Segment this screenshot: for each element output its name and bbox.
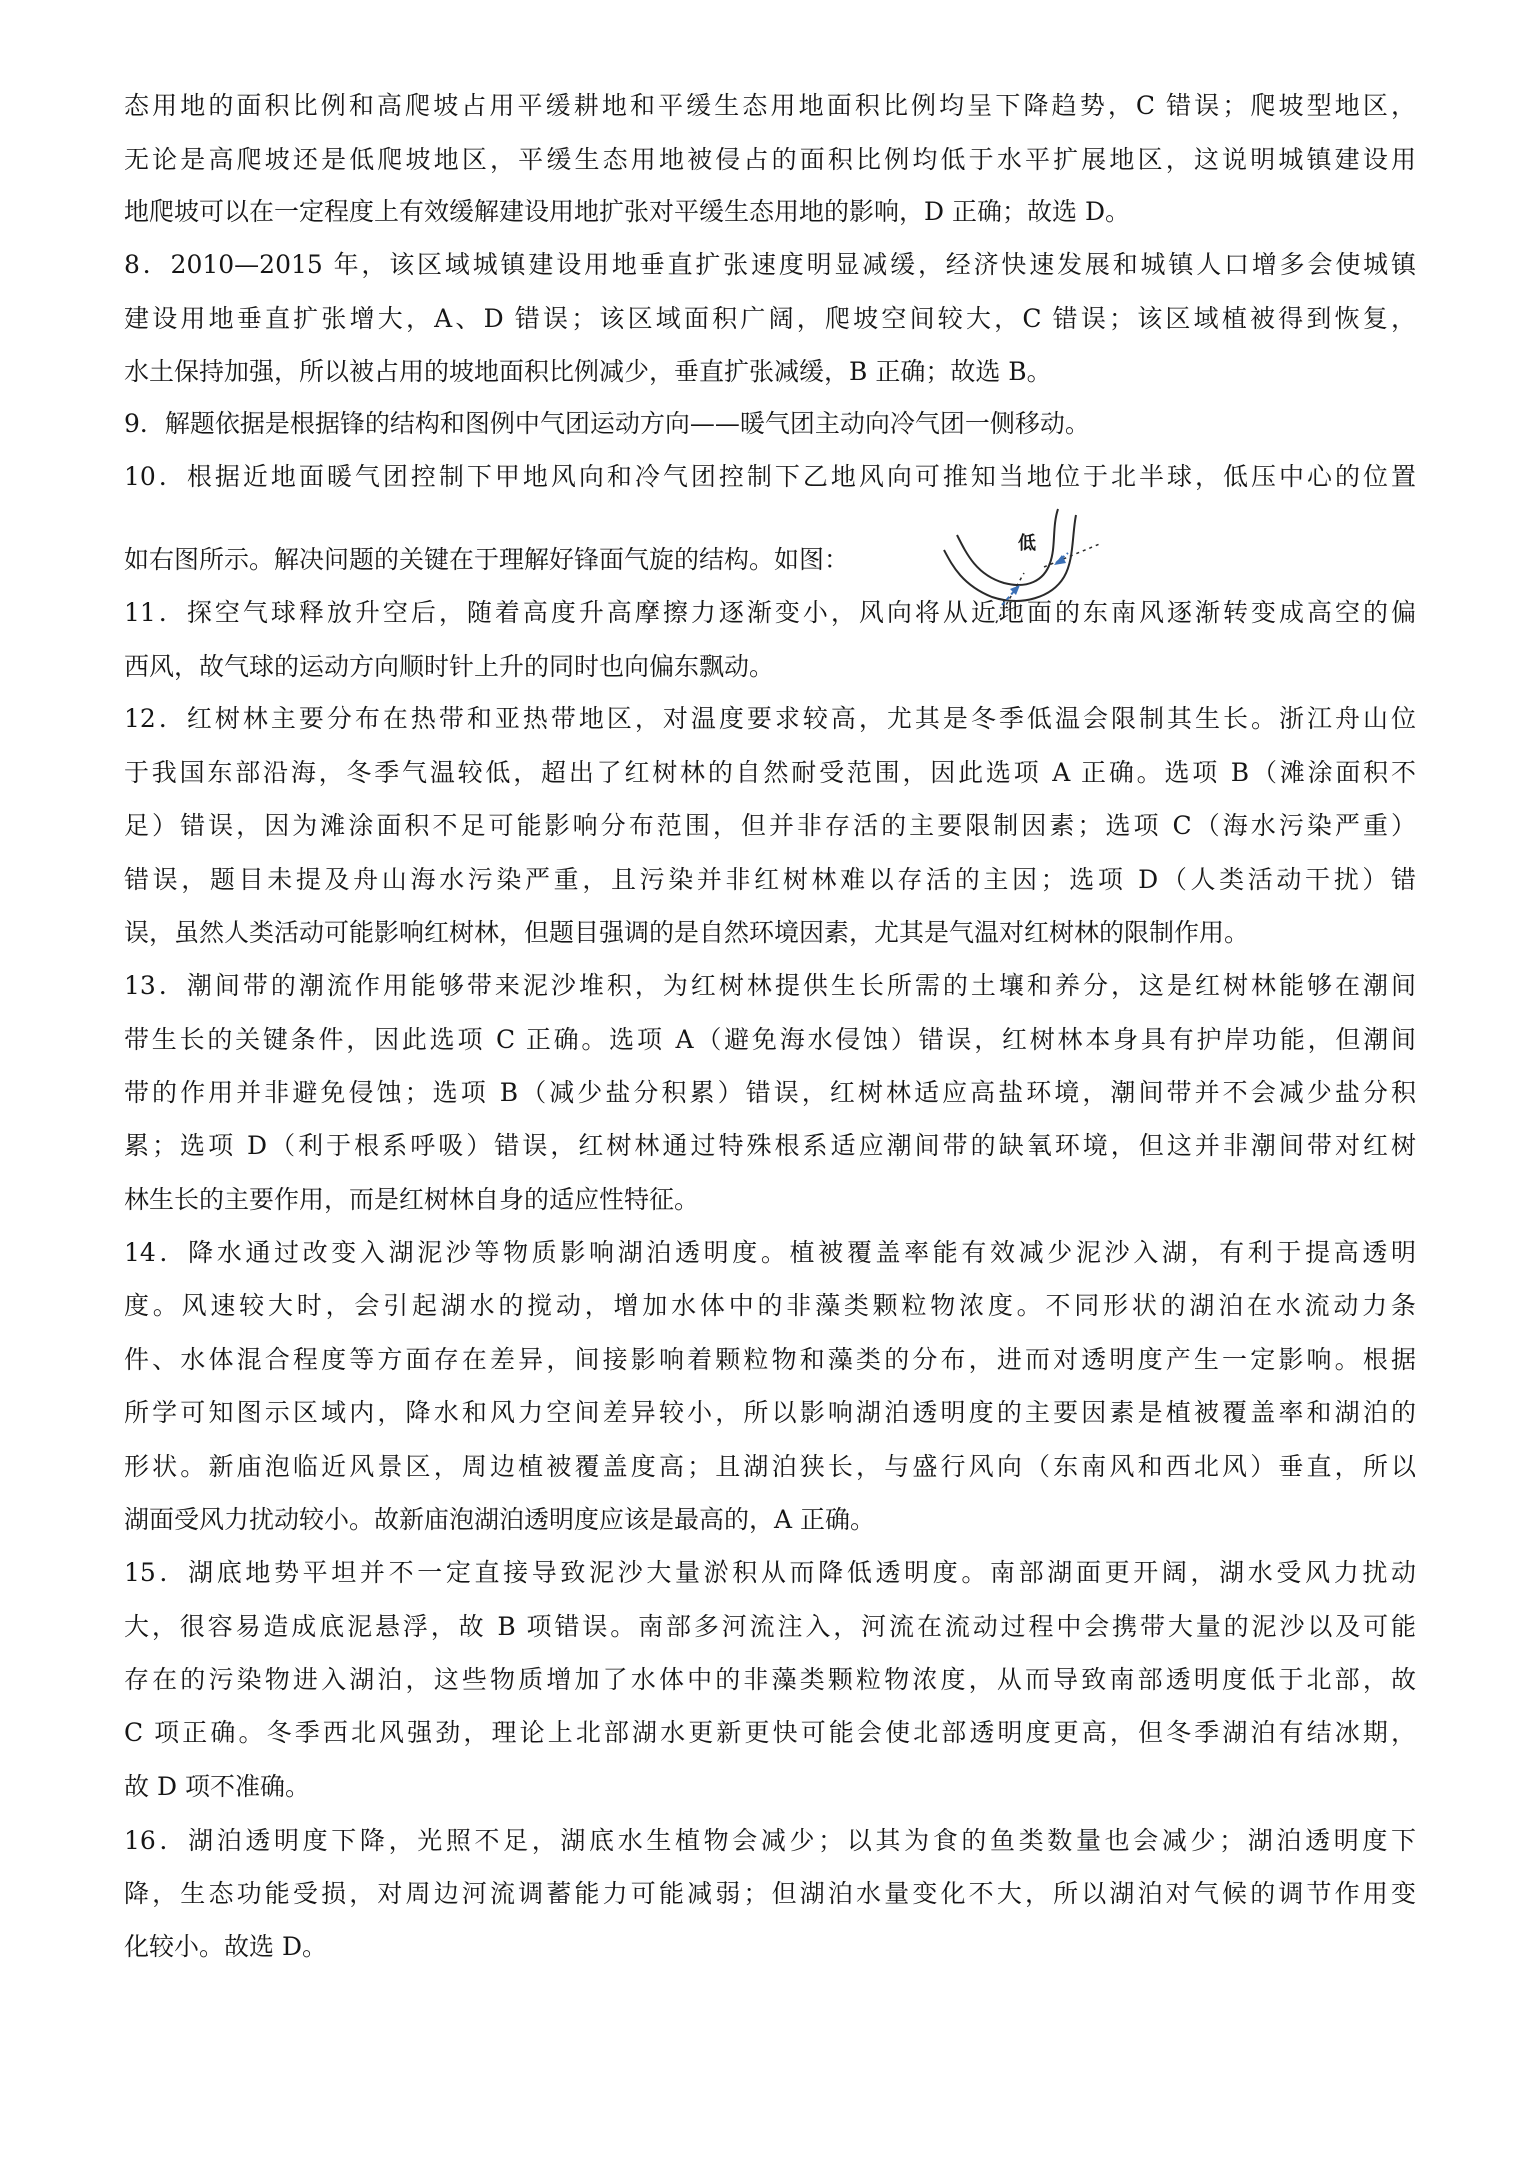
text-line: 度。风速较大时，会引起湖水的搅动，增加水体中的非藻类颗粒物浓度。不同形状的湖泊在水流动力条 xyxy=(124,1291,1416,1320)
text-line: 带的作用并非避免侵蚀；选项 B（减少盐分积累）错误，红树林适应高盐环境，潮间带并不会减少盐分积 xyxy=(124,1078,1416,1107)
text-line: 件、水体混合程度等方面存在差异，间接影响着颗粒物和藻类的分布，进而对透明度产生一定影响。根据 xyxy=(124,1345,1416,1374)
text-line: 8．2010—2015 年，该区域城镇建设用地垂直扩张速度明显减缓，经济快速发展和城镇人口增多会使城镇 xyxy=(124,250,1416,279)
text-line: 态用地的面积比例和高爬坡占用平缓耕地和平缓生态用地面积比例均呈下降趋势，C 错误；爬坡型地区， xyxy=(124,91,1416,120)
text-line: 足）错误，因为滩涂面积不足可能影响分布范围，但并非存活的主要限制因素；选项 C（海水污染严重） xyxy=(124,811,1416,840)
text-line: 地爬坡可以在一定程度上有效缓解建设用地扩张对平缓生态用地的影响，D 正确；故选 D。 xyxy=(124,197,1130,226)
text-line: 无论是高爬坡还是低爬坡地区，平缓生态用地被侵占的面积比例均低于水平扩展地区，这说明城镇建设用 xyxy=(124,145,1416,174)
text-line: 存在的污染物进入湖泊，这些物质增加了水体中的非藻类颗粒物浓度，从而导致南部透明度低于北部，故 xyxy=(124,1665,1416,1694)
text-line: 带生长的关键条件，因此选项 C 正确。选项 A（避免海水侵蚀）错误，红树林本身具有护岸功能，但潮间 xyxy=(124,1025,1416,1054)
text-line: 13．潮间带的潮流作用能够带来泥沙堆积，为红树林提供生长所需的土壤和养分，这是红树林能够在潮间 xyxy=(124,971,1416,1000)
text-line: 累；选项 D（利于根系呼吸）错误，红树林通过特殊根系适应潮间带的缺氧环境，但这并非潮间带对红树 xyxy=(124,1131,1416,1160)
text-line: 化较小。故选 D。 xyxy=(124,1932,327,1961)
text-line: 故 D 项不准确。 xyxy=(124,1772,310,1801)
text-line: 湖面受风力扰动较小。故新庙泡湖泊透明度应该是最高的，A 正确。 xyxy=(124,1505,876,1534)
text-line: 建设用地垂直扩张增大，A、D 错误；该区域面积广阔，爬坡空间较大，C 错误；该区域植被得到恢复， xyxy=(124,304,1416,333)
text-line: 9．解题依据是根据锋的结构和图例中气团运动方向——暖气团主动向冷气团一侧移动。 xyxy=(124,409,1090,438)
text-line: 于我国东部沿海，冬季气温较低，超出了红树林的自然耐受范围，因此选项 A 正确。选项 B（滩涂面积不 xyxy=(124,758,1416,787)
text-line: 大，很容易造成底泥悬浮，故 B 项错误。南部多河流注入，河流在流动过程中会携带大量的泥沙以及可能 xyxy=(124,1612,1416,1641)
low-pressure-label: 低 xyxy=(1018,533,1036,554)
text-line: 所学可知图示区域内，降水和风力空间差异较小，所以影响湖泊透明度的主要因素是植被覆盖率和湖泊的 xyxy=(124,1398,1416,1427)
text-line: 15．湖底地势平坦并不一定直接导致泥沙大量淤积从而降低透明度。南部湖面更开阔，湖水受风力扰动 xyxy=(124,1558,1416,1587)
text-line: 16．湖泊透明度下降，光照不足，湖底水生植物会减少；以其为食的鱼类数量也会减少；湖泊透明度下 xyxy=(124,1826,1416,1855)
front-line-inner xyxy=(957,509,1058,585)
text-line: 形状。新庙泡临近风景区，周边植被覆盖度高；且湖泊狭长，与盛行风向（东南风和西北风）垂直，所以 xyxy=(124,1452,1416,1481)
text-line: 12．红树林主要分布在热带和亚热带地区，对温度要求较高，尤其是冬季低温会限制其生长。浙江舟山位 xyxy=(124,704,1416,733)
cyclone-front-diagram xyxy=(932,505,1112,645)
text-line: 水土保持加强，所以被占用的坡地面积比例减少，垂直扩张减缓，B 正确；故选 B。 xyxy=(124,357,1052,386)
text-line: C 项正确。冬季西北风强劲，理论上北部湖水更新更快可能会使北部透明度更高，但冬季湖泊有结冰期， xyxy=(124,1718,1416,1747)
dotted-guide-1 xyxy=(996,573,1024,623)
text-line: 如右图所示。解决问题的关键在于理解好锋面气旋的结构。如图： xyxy=(124,545,850,574)
front-line-outer xyxy=(944,515,1076,601)
text-line: 错误，题目未提及舟山海水污染严重，且污染并非红树林难以存活的主因；选项 D（人类活动干扰）错 xyxy=(124,865,1416,894)
text-line: 林生长的主要作用，而是红树林自身的适应性特征。 xyxy=(124,1185,700,1214)
text-line: 误，虽然人类活动可能影响红树林，但题目强调的是自然环境因素，尤其是气温对红树林的限制作用。 xyxy=(124,918,1250,947)
text-line: 降，生态功能受损，对周边河流调蓄能力可能减弱；但湖泊水量变化不大，所以湖泊对气候的调节作用变 xyxy=(124,1879,1416,1908)
text-line: 西风，故气球的运动方向顺时针上升的同时也向偏东飘动。 xyxy=(124,652,775,681)
text-line: 14．降水通过改变入湖泥沙等物质影响湖泊透明度。植被覆盖率能有效减少泥沙入湖，有利于提高透明 xyxy=(124,1238,1416,1267)
text-line: 11．探空气球释放升空后，随着高度升高摩擦力逐渐变小，风向将从近地面的东南风逐渐转变成高空的偏 xyxy=(124,598,1416,627)
text-line: 10．根据近地面暖气团控制下甲地风向和冷气团控制下乙地风向可推知当地位于北半球，低压中心的位置 xyxy=(124,462,1416,491)
